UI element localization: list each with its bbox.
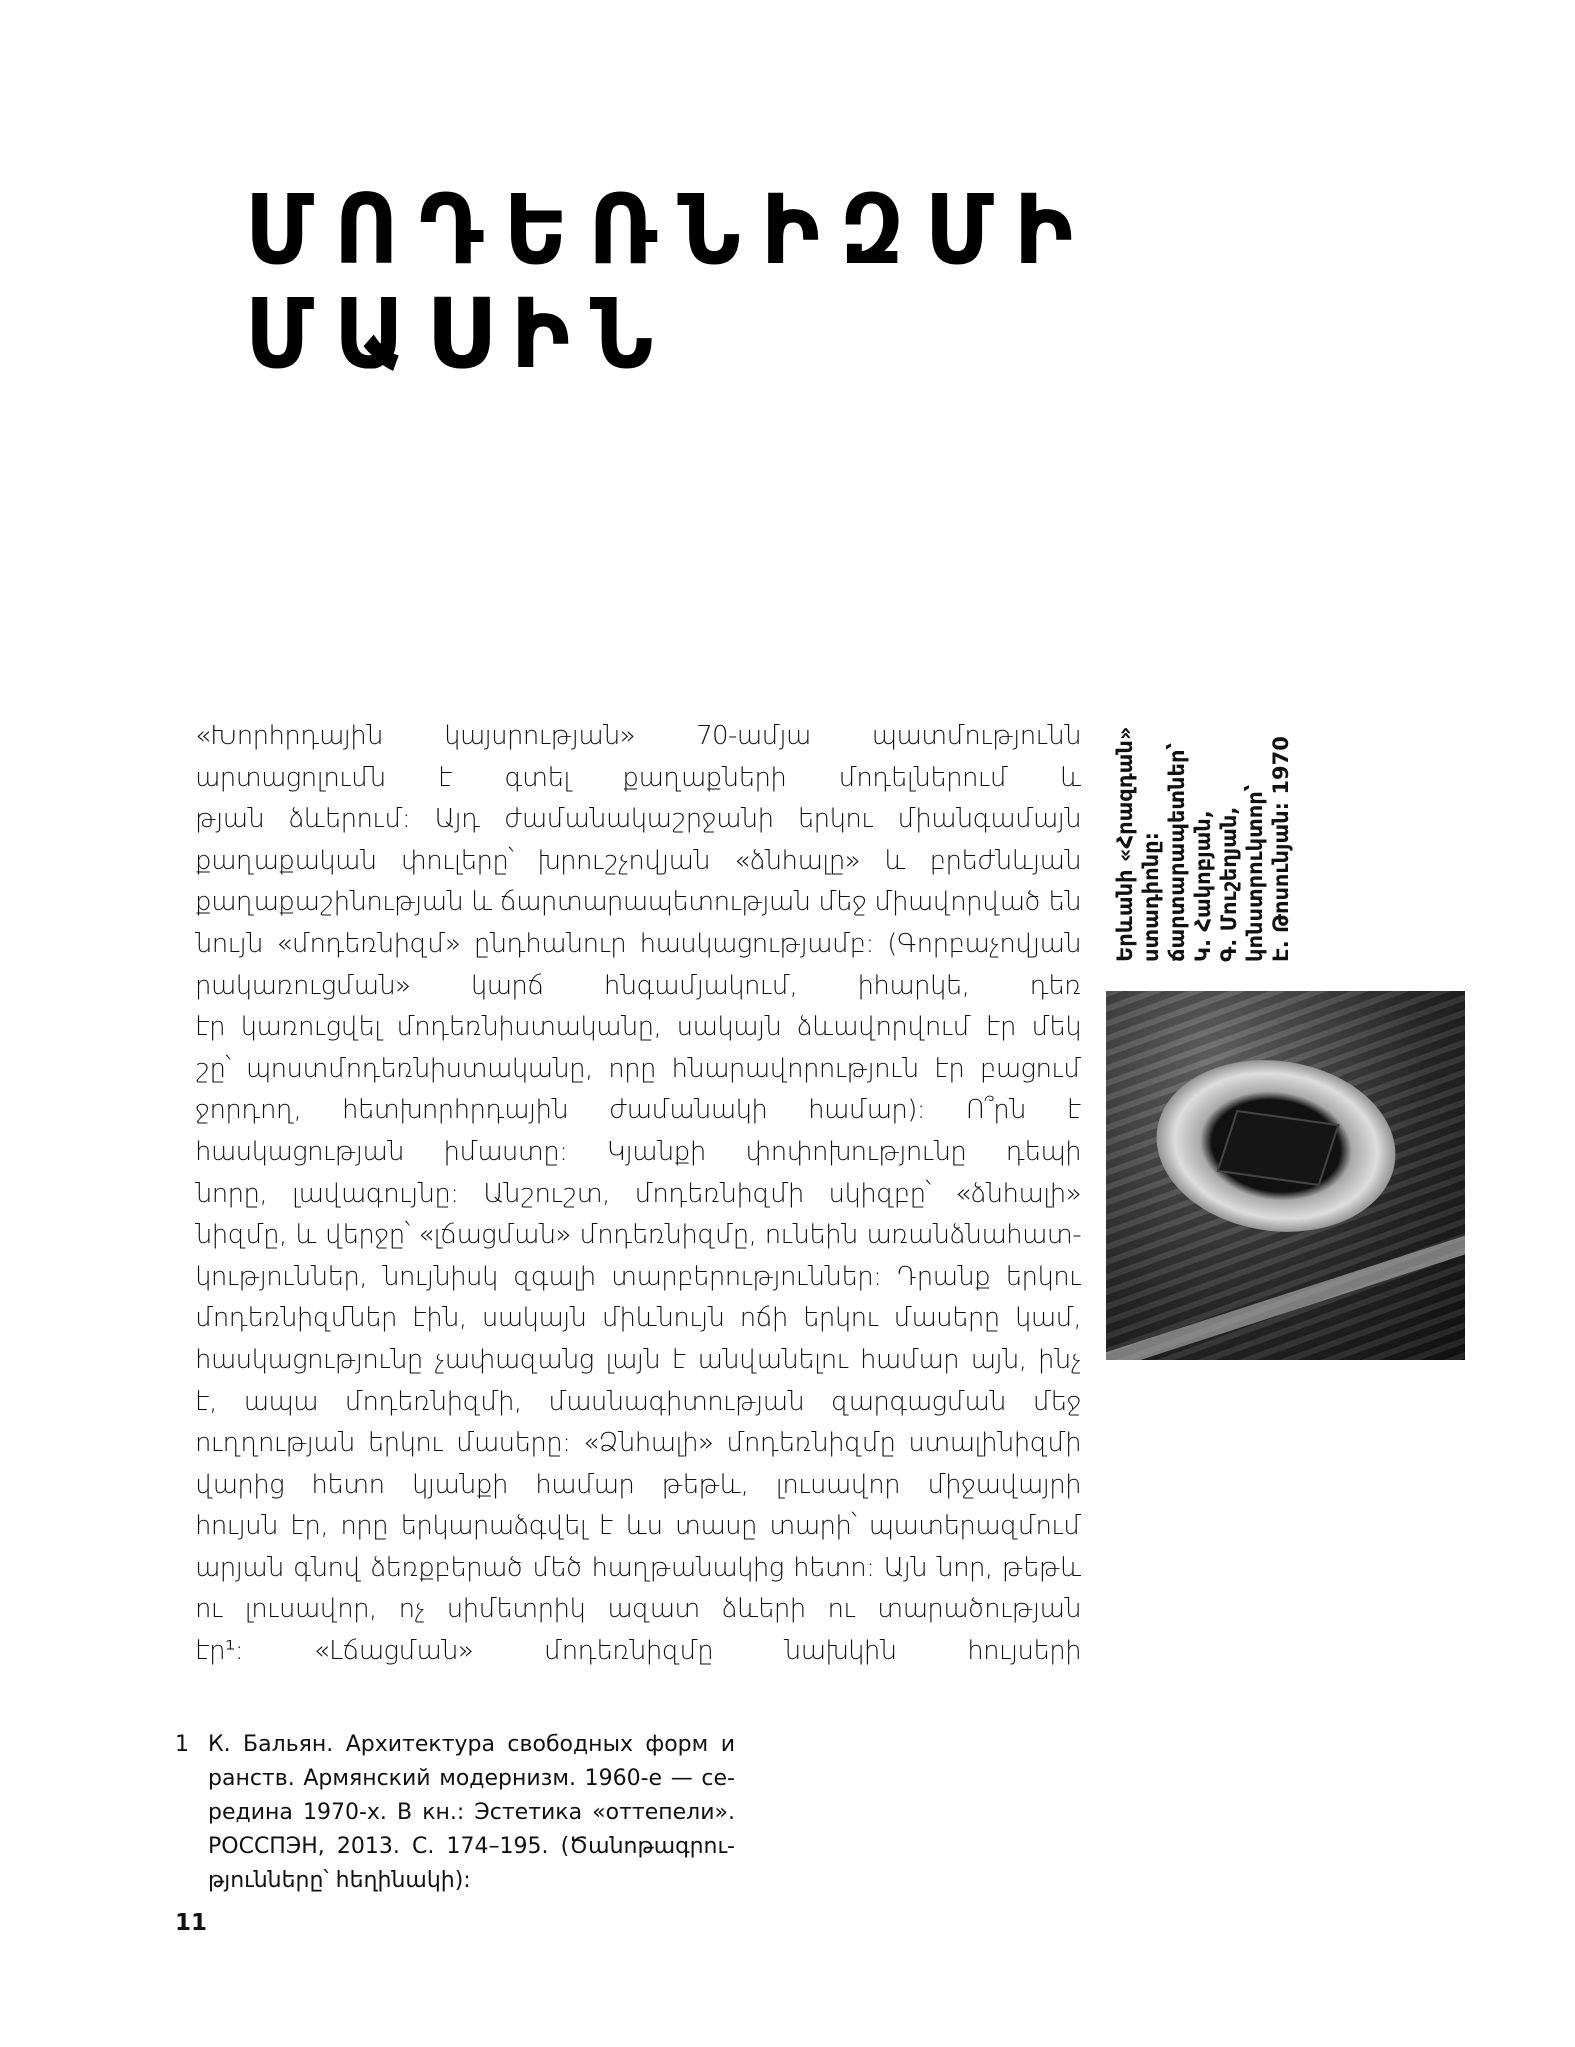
body-line: էր¹: «Լճացման» մոդեռնիզմը նախկին հույսերի	[195, 1636, 1081, 1667]
body-line: նորը, լավագույնը: Անշուշտ, մոդեռնիզմի սկիզբը՝ «ձնհալի»	[195, 1178, 1081, 1209]
caption-line: ստադիոնը:	[1139, 831, 1163, 962]
body-line: րակառուցման» կարճ հնգամյակում, իհարկե, դեռ	[195, 970, 1081, 1001]
body-text	[195, 716, 1081, 1673]
stadium-photo	[1106, 991, 1465, 1360]
body-line: հասկացությունը չափազանց լայն է անվանելու համար այն, ինչ	[195, 1344, 1081, 1375]
caption-line: ճարտարապետներ՝	[1165, 742, 1189, 962]
body-line: արյան գնով ձեռքբերած մեծ հաղթանակից հետո: Այն նոր, թեթև	[195, 1552, 1081, 1583]
body-line: նույն «մոդեռնիզմ» ընդհանուր հասկացությամբ: (Գորբաչովյան	[195, 928, 1081, 959]
caption-line: Գ. Մուշեղյան,	[1217, 806, 1241, 962]
page-title	[245, 174, 1167, 390]
footnote-line: ранств. Армянский модернизм. 1960-е — се-	[208, 1766, 735, 1791]
body-line: ջորդող, հետխորհրդային ժամանակի համար): Ո՞րն է	[195, 1095, 1081, 1126]
page-number: 11	[175, 1910, 208, 1936]
caption-line: Երևանի «Հրազդան»	[1113, 726, 1137, 962]
caption-line: Է. Թոսունյան: 1970	[1269, 736, 1293, 962]
caption-line: կոնստրուկտոր՝	[1243, 784, 1267, 962]
body-line: էր կառուցվել մոդեռնիստականը, սակայն ձևավորվում էր մեկ	[195, 1012, 1081, 1043]
footnote-line: թյունները՝ հեղինակի):	[208, 1868, 471, 1893]
body-line: նիզմը, և վերջը՝ «լճացման» մոդեռնիզմը, ունեին առանձնահատ-	[195, 1220, 1081, 1251]
body-line: ու լուսավոր, ոչ սիմետրիկ ազատ ձևերի ու տարածության	[195, 1594, 1081, 1625]
body-line: քաղաքական փուլերը՝ խրուշչովյան «ձնհալը» և բրեժնևյան	[195, 845, 1081, 876]
body-line: վարից հետո կյանքի համար թեթև, լուսավոր միջավայրի	[195, 1469, 1081, 1500]
body-line: արտացոլումն է գտել քաղաքների մոդելներում և	[195, 762, 1081, 793]
body-line: հույսն էր, որը երկարաձգվել է ևս տասը տարի՝ պատերազմում	[195, 1511, 1081, 1542]
photo-caption	[1112, 702, 1294, 962]
footnote-line: редина 1970-х. В кн.: Эстетика «оттепели».	[208, 1800, 735, 1825]
body-line: է, ապա մոդեռնիզմի, մասնագիտության զարգացման մեջ	[195, 1386, 1081, 1417]
body-line: ուղղության երկու մասերը: «Ձնհալի» մոդեռնիզմը ստալինիզմի	[195, 1428, 1081, 1459]
body-line: «Խորհրդային կայսրության» 70-ամյա պատմությունն	[195, 721, 1081, 751]
body-line: շը՝ պոստմոդեռնիստականը, որը հնարավորություն էր բացում	[195, 1053, 1081, 1084]
caption-line: Կ. Հակոբյան,	[1191, 810, 1215, 962]
footnote-number: 1	[175, 1732, 189, 1757]
footnote-line: К. Бальян. Архитектура свободных форм и	[208, 1732, 735, 1757]
body-line: կություններ, նույնիսկ զգալի տարբերություններ: Դրանք երկու	[195, 1261, 1081, 1292]
body-line: հասկացության իմաստը: Կյանքի փոփոխությունը դեպի	[195, 1136, 1081, 1167]
title-line-1: ՄՈԴԵՌՆԻԶՄԻ	[245, 174, 1094, 286]
footnote-line: РОССПЭН, 2013. С. 174–195. (Ծանոթագրու-	[208, 1834, 735, 1859]
footnote	[175, 1728, 735, 1898]
body-line: քաղաքաշինության և ճարտարապետության մեջ միավորված են	[195, 887, 1081, 918]
body-line: մոդեռնիզմներ էին, սակայն միևնույն ոճի երկու մասերը կամ,	[195, 1303, 1081, 1334]
body-line: թյան ձևերում: Այդ ժամանակաշրջանի երկու միանգամայն	[195, 804, 1081, 835]
title-line-2: ՄԱՍԻՆ	[245, 278, 674, 390]
